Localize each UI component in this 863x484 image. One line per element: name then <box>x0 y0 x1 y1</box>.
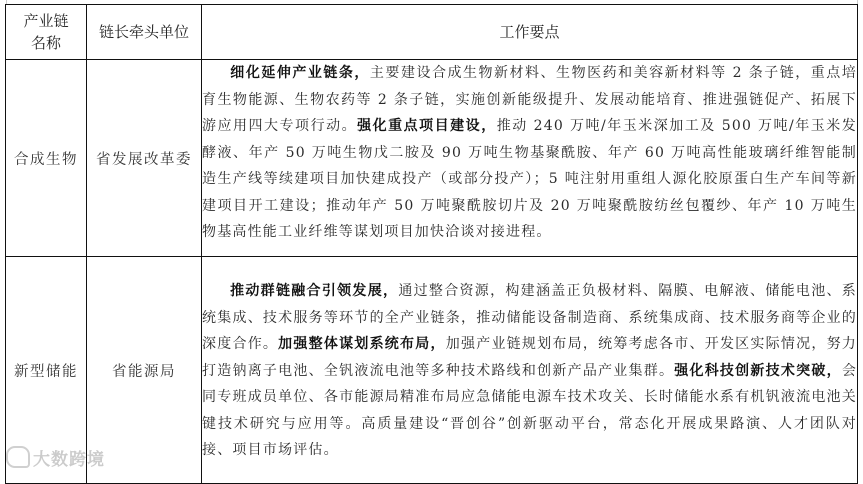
chain-name-cell: 新型储能 <box>6 257 87 484</box>
header-lead-unit: 链长牵头单位 <box>87 5 202 60</box>
industry-chain-table <box>5 4 858 484</box>
work-points-cell <box>202 257 858 484</box>
work-point-heading: 强化科技创新技术突破， <box>674 362 842 379</box>
work-point-heading: 加强整体谋划系统布局， <box>278 336 446 352</box>
work-point-text: 主要建设合成生物新材料、生物医药和美容新材料等 2 条子链，重点培育生物能源、生物农药等 2 条子链，实施创新能级提升、发展动能培育、推进强链促产、拓展下游应用四大专项行动。 <box>202 65 857 134</box>
work-point-text: 推动 240 万吨/年玉米深加工及 500 万吨/年玉米发酵液、年产 50 万吨生物戊二胺及 90 万吨生物基聚酰胺、年产 60 万吨高性能玻璃纤维智能制造生产线等续建项目加快建成投产（或部分投产）；5 吨注射用重组人源化胶原蛋白生产车间等新建项目开工建设；推动年产 50 万吨聚酰胺切片及 20 万吨聚酰胺纺丝包覆纱、年产 10 万吨生物基高性能工业纤维等谋划项目加快洽谈对接进程。 <box>202 118 857 240</box>
header-work-points: 工作要点 <box>202 5 858 60</box>
lead-unit-cell: 省能源局 <box>87 257 202 484</box>
work-points-cell <box>202 60 858 257</box>
watermark <box>6 445 105 470</box>
work-point-heading: 强化重点项目建设， <box>357 118 497 134</box>
watermark-text: 大数跨境 <box>33 450 105 470</box>
watermark-logo-icon <box>6 446 30 468</box>
table-row <box>6 257 858 484</box>
work-point-text: 加强产业链规划布局，统筹考虑各市、开发区实际情况，努力打造钠离子电池、全钒液流电池等多种技术路线和创新产品产业集群。 <box>202 336 858 379</box>
work-point-heading: 推动群链融合引领发展， <box>230 283 399 299</box>
work-point-text: 通过整合资源，构建涵盖正负极材料、隔膜、电解液、储能电池、系统集成、技术服务等环节的全产业链条，推动储能设备制造商、系统集成商、技术服务商等企业的深度合作。 <box>202 283 857 352</box>
lead-unit-cell: 省发展改革委 <box>87 60 202 257</box>
header-chain-name: 产业链 名称 <box>6 5 87 60</box>
table-header-row <box>6 5 858 60</box>
table-row <box>6 60 858 257</box>
work-point-text: 会同专班成员单位、各市能源局精准布局应急储能电源车技术攻关、长时储能水系有机钒液流电池关键技术研究与应用等。高质量建设“晋创谷”创新驱动平台，常态化开展成果路演、人才团队对接、项目市场评估。 <box>202 362 858 458</box>
chain-name-cell: 合成生物 <box>6 60 87 257</box>
work-point-heading: 细化延伸产业链条， <box>230 65 370 81</box>
